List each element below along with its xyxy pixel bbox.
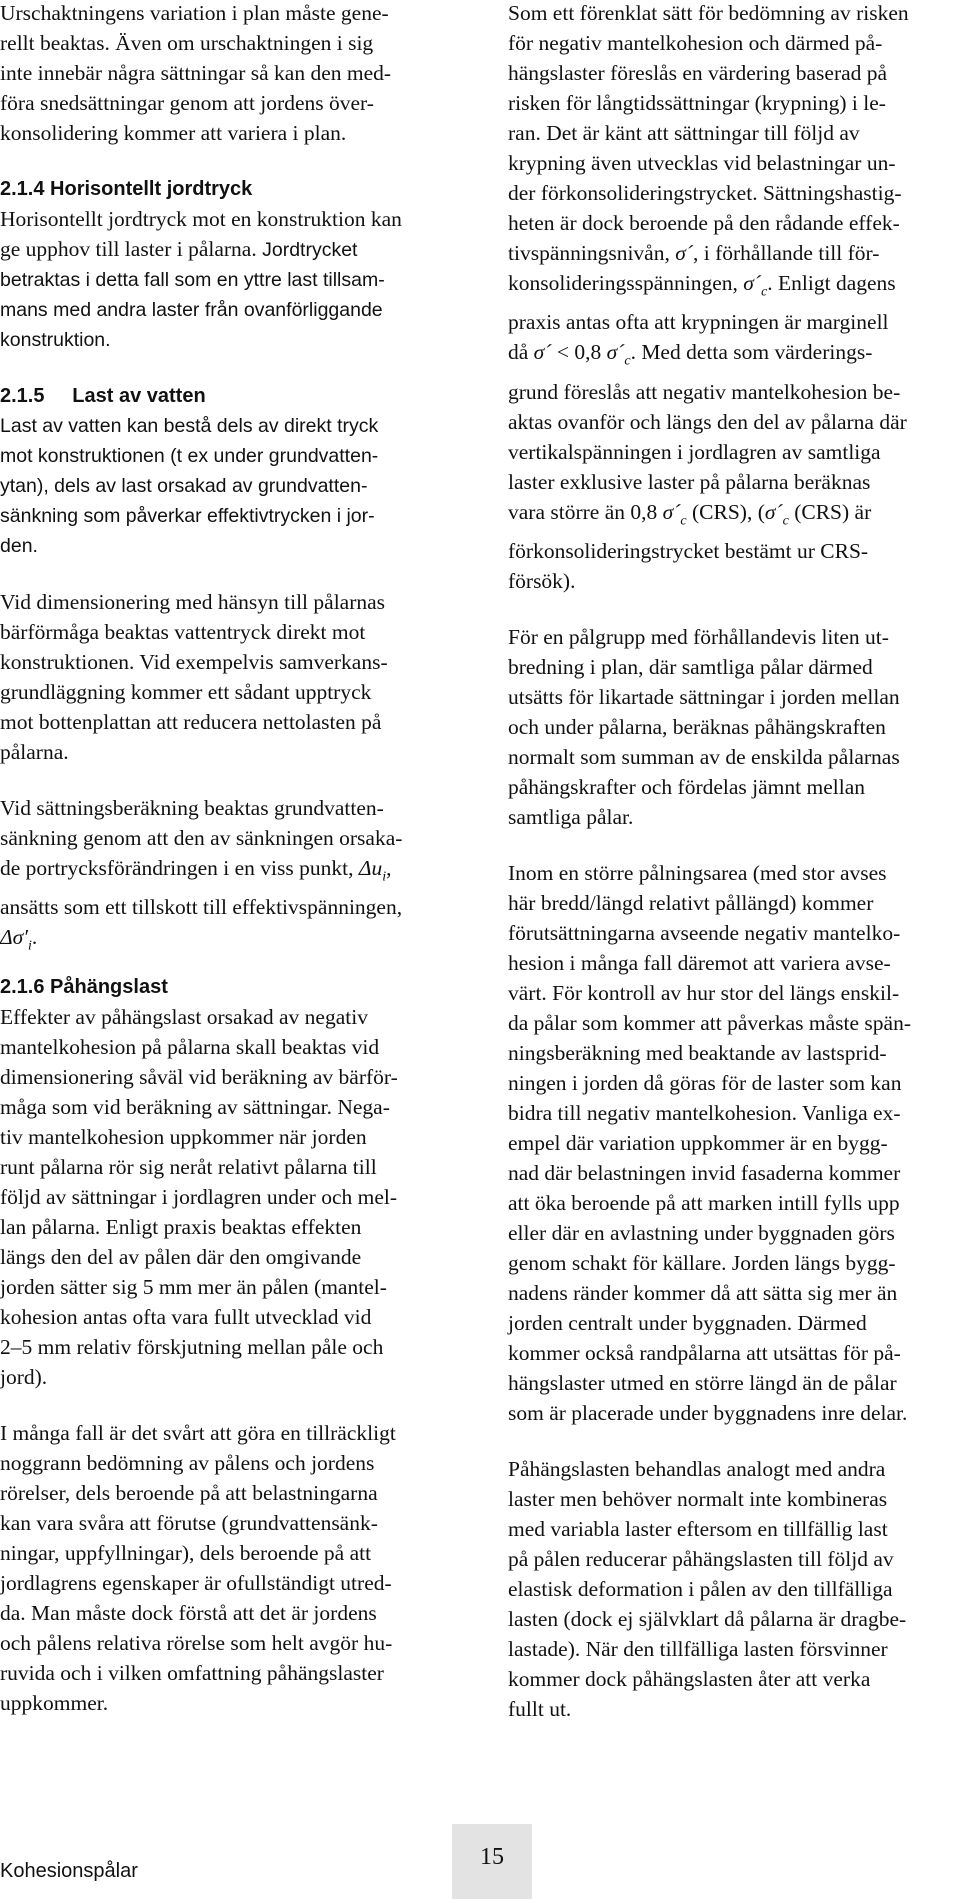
left-column <box>0 0 470 1718</box>
heading-2-1-6: 2.1.6 Påhängslast <box>0 975 168 998</box>
paragraph-risk-assessment: Som ett förenklat sätt för bedömning av risken för negativ mantelkohesion och därmed på- hängslaster föreslås en värdering baserad på risken för långtidssättningar (krypning) i le- ran. Det är känt att sättningar till följd av krypning även utvecklas vid belastningar un- der förkonsolideringstrycket. Sättningshastig- heten är dock beroende på den rådande effek- tivspänningsnivån, σ´, i förhållande till för- konsolideringsspänningen, $\sigma´_c$. Enligt dagens praxis antas ofta att krypningen är marginell då σ´ < 0,8 $\sigma´_c$. Med detta som värderings- grund föreslås att negativ mantelkohesion be- aktas ovanför och längs den del av pålarna där vertikalspänningen i jordlagren av samtliga laster exklusive laster på pålarna beräknas vara större än 0,8 $\sigma´_c$ (CRS), ($\sigma´_c$ (CRS) är förkonsolideringstrycket bestämt ur CRS- försök). <box>508 1 909 593</box>
paragraph-2-1-4: Horisontellt jordtryck mot en konstruktion kan ge upphov till laster i pålarna. Jordtrycket betraktas i detta fall som en yttre last tillsam- mans med andra laster från ovanförliggande konstruktion. <box>0 207 402 351</box>
paragraph-pile-group: För en pålgrupp med förhållandevis liten ut- bredning i plan, där samtliga pålar därmed utsätts för likartade sättningar i jorden mellan och under pålarna, beräknas påhängskraften normalt som summan av de enskilda pålarnas påhängskrafter och fördelas jämnt mellan samtliga pålar. <box>508 624 900 829</box>
paragraph-2-1-6-b: I många fall är det svårt att göra en tillräckligt noggrann bedömning av pålens och jordens rörelser, dels beroende på att belastningarna kan vara svåra att förutse (grundvattensänk- ningar, uppfyllningar), dels beroende på att jordlagrens egenskaper är ofullständigt utred- da. Man måste dock förstå att det är jordens och pålens relativa rörelse som helt avgör hu- ruvida och i vilken omfattning påhängslaster uppkommer. <box>0 1420 396 1715</box>
paragraph-2-1-5-c: Vid sättningsberäkning beaktas grundvatten- sänkning genom att den av sänkningen orsaka- de portrycksförändringen i en viss punkt, $\Delta u_i$, ansätts som ett tillskott till effektivspänningen, $\Delta\sigma'_i$. <box>0 796 403 954</box>
heading-2-1-4: 2.1.4 Horisontellt jordtryck <box>0 178 253 200</box>
paragraph-2-1-6-a: Effekter av påhängslast orsakad av negativ mantelkohesion på pålarna skall beaktas vid dimensionering såväl vid beräkning av bärför- måga som vid beräkning av sättningar. Nega- tiv mantelkohesion uppkommer när jorden runt pålarna rör sig neråt relativt pålarna till följd av sättningar i jordlagren under och mel- lan pålarna. Enligt praxis beaktas effekten längs den del av pålen där den omgivande jorden sätter sig 5 mm mer än pålen (mantel- kohesion antas ofta vara fullt utvecklad vid 2–5 mm relativ förskjutning mellan påle och jord). <box>0 1004 398 1389</box>
right-column <box>508 0 960 1724</box>
paragraph-2-1-5-b: Vid dimensionering med hänsyn till pålarnas bärförmåga beaktas vattentryck direkt mot konstruktionen. Vid exempelvis samverkans- grundläggning kommer ett sådant upptryck mot bottenplattan att reducera nettolasten på pålarna. <box>0 590 388 764</box>
delta-sigma-symbol: Δσ′ <box>0 925 28 950</box>
heading-2-1-5: 2.1.5 Last av vatten <box>0 385 206 407</box>
paragraph-large-area: Inom en större pålningsarea (med stor avses här bredd/längd relativt pållängd) kommer förutsättningarna avseende negativ mantelko- hesion i många fall däremot att variera avse- värt. För kontroll av hur stor del längs enskil- da pålar som kommer att påverkas måste spän- ningsberäkning med beaktande av lastsprid- ningen i jorden då göras för de laster som kan bidra till negativ mantelkohesion. Vanliga ex- empel där variation uppkommer är en bygg- nad där belastningen invid fasaderna kommer att öka beroende på att marken intill fylls upp eller där en avlastning under byggnaden görs genom schakt för källare. Jorden längs bygg- nadens ränder kommer då att sätta sig mer än jorden centralt under byggnaden. Därmed kommer också randpålarna att utsättas för på- hängslaster utmed en större längd än de pålar som är placerade under byggnadens inre delar. <box>508 860 911 1425</box>
page-number: 15 <box>480 1844 504 1870</box>
paragraph-2-1-5-a: Last av vatten kan bestå dels av direkt tryck mot konstruktionen (t ex under grundvatten- ytan), dels av last orsakad av grundvatten- sänkning som påverkar effektivtrycken i jor- den. <box>0 415 379 557</box>
page-number-box <box>452 1824 532 1899</box>
sigma-c-symbol: σ´ <box>743 271 762 295</box>
sigma-prime-symbol: σ´ <box>675 241 693 265</box>
delta-u-symbol: Δu <box>358 856 383 880</box>
footer-document-title: Kohesionspålar <box>0 1860 138 1882</box>
intro-paragraph: Urschaktningens variation i plan måste gene- rellt beaktas. Även om urschaktningen i sig inte innebär några sättningar så kan den med- föra snedsättningar genom att jordens över- konsolidering kommer att variera i plan. <box>0 1 392 145</box>
paragraph-drag-load-treatment: Påhängslasten behandlas analogt med andra laster men behöver normalt inte kombineras med variabla laster eftersom en tillfällig last på pålen reducerar påhängslasten till följd av elastisk deformation i pålen av den tillfälliga lasten (dock ej självklart då pålarna är dragbe- lastade). När den tillfälliga lasten försvinner kommer dock påhängslasten åter att verka fullt ut. <box>508 1456 907 1721</box>
